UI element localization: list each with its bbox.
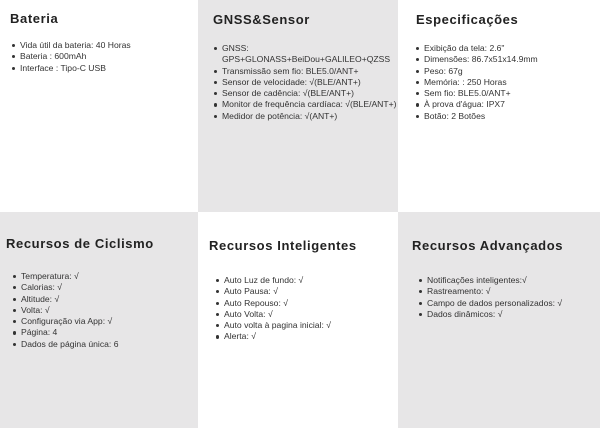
- list-item: Auto Repouso: √: [224, 298, 331, 309]
- list-item: Página: 4: [21, 327, 118, 338]
- section-title: Especificações: [416, 12, 519, 27]
- list-item: Peso: 67g: [424, 66, 538, 77]
- list-item: Exibição da tela: 2.6": [424, 43, 538, 54]
- section-title: GNSS&Sensor: [213, 12, 310, 27]
- list-item: Dados de página única: 6: [21, 338, 119, 349]
- list-item: Campo de dados personalizados: √: [427, 297, 563, 308]
- spec-list: [6, 40, 131, 74]
- list-item: Medidor de potência: √(ANT+): [222, 111, 397, 122]
- list-item: Volta: √: [21, 305, 118, 316]
- list-item: GNSS: GPS+GLONASS+BeiDou+GALILEO+QZSS: [222, 43, 397, 66]
- list-item: Interface : Tipo-C USB: [20, 63, 131, 74]
- list-item: Calorias: √: [21, 282, 118, 293]
- section-gnss-sensor: [198, 0, 398, 212]
- list-item: Vida útil da bateria: 40 Horas: [20, 40, 131, 50]
- spec-list: [210, 275, 331, 343]
- list-item: Notificações inteligentes:√: [427, 275, 562, 286]
- list-item: Transmissão sem fio: BLE5.0/ANT+: [222, 66, 397, 77]
- list-item: Alerta: √: [224, 331, 331, 342]
- list-item: Dimensões: 86.7x51x14.9mm: [424, 54, 538, 65]
- list-item: Auto volta à pagina inicial: √: [224, 320, 331, 331]
- list-item: Botão: 2 Botões: [424, 111, 538, 122]
- spec-list: [413, 275, 562, 320]
- section-recursos-avancados: [398, 212, 600, 428]
- list-item: Memória: : 250 Horas: [424, 77, 538, 88]
- section-title: Bateria: [10, 11, 59, 26]
- list-item: Temperatura: √: [21, 271, 118, 282]
- list-item: Configuração via App: √: [21, 316, 118, 327]
- list-item: À prova d'água: IPX7: [424, 99, 538, 110]
- list-item: Sensor de velocidade: √(BLE/ANT+): [222, 77, 397, 88]
- section-title: Recursos de Ciclismo: [6, 236, 154, 251]
- section-title: Recursos Advançados: [412, 238, 564, 253]
- spec-list: [7, 271, 118, 350]
- section-especificacoes: [398, 0, 600, 212]
- list-item: Rastreamento: √: [427, 286, 562, 297]
- list-item: Bateria : 600mAh: [20, 51, 131, 62]
- spec-list: [410, 43, 538, 122]
- section-recursos-ciclismo: [0, 212, 198, 428]
- list-item: Monitor de frequência cardíaca: √(BLE/ANT+): [222, 99, 397, 110]
- section-bateria: [0, 0, 198, 212]
- spec-list: [208, 43, 397, 122]
- list-item: Dados dinâmicos: √: [427, 309, 562, 320]
- list-item: Auto Volta: √: [224, 309, 331, 320]
- section-title: Recursos Inteligentes: [209, 238, 357, 253]
- list-item: Auto Pausa: √: [224, 286, 331, 297]
- list-item: Altitude: √: [21, 294, 118, 305]
- list-item: Sem fio: BLE5.0/ANT+: [424, 88, 538, 99]
- section-recursos-inteligentes: [198, 212, 398, 428]
- list-item: Sensor de cadência: √(BLE/ANT+): [222, 88, 397, 99]
- list-item: Auto Luz de fundo: √: [224, 275, 331, 286]
